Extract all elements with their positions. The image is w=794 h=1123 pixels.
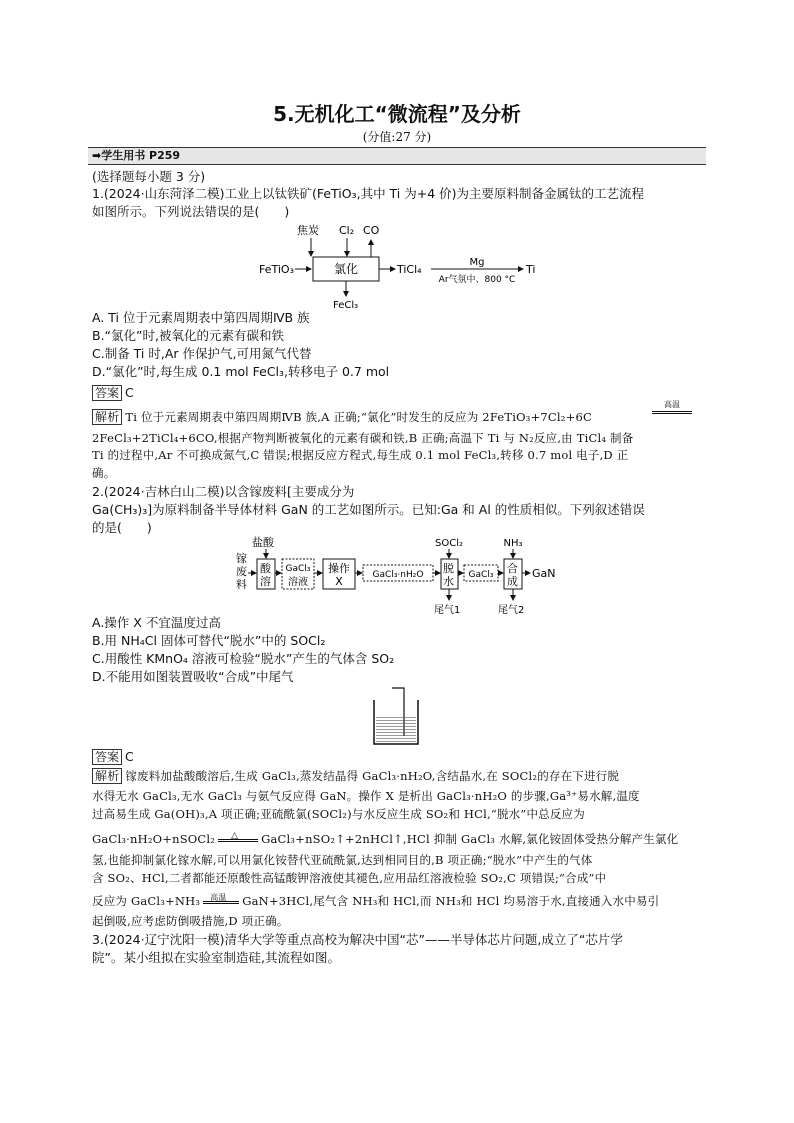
q2-answer-row xyxy=(92,748,712,765)
q2-analysis-line7: 反应为 GaCl₃+NH₃ 高温 GaN+3HCl,尾气含 NH₃和 HCl,而 NH₃和 HCl 均易溶于水,直接通入水中易引 xyxy=(92,892,660,908)
svg-text:酸: 酸 xyxy=(260,562,271,575)
q1-analysis-line3: Ti 的过程中,Ar 不可换成氮气,C 错误;根据反应方程式,每生成 0.1 mol FeCl₃,转移 0.7 mol 电子,D 正 xyxy=(92,448,629,462)
q2-tail-gas-2: 尾气2 xyxy=(498,605,525,616)
q2-analysis-line8: 起倒吸,应考虑防倒吸措施,D 项正确。 xyxy=(92,914,289,928)
svg-text:操作: 操作 xyxy=(328,562,350,575)
q2-feed-char1: 镓 xyxy=(236,552,247,565)
q1-analysis-tag: 解析 xyxy=(92,409,122,425)
q1-stem-line1: 1.(2024·山东菏泽二模)工业上以钛铁矿(FeTiO₃,其中 Ti 为+4 价)为主要原料制备金属钛的工艺流程 xyxy=(92,186,645,201)
q1-analysis-line1: 解析 Ti 位于元素周期表中第四周期ⅣB 族,A 正确;“氯化”时发生的反应为 2FeTiO₃+7Cl₂+6C xyxy=(92,409,712,426)
q2-analysis-tag: 解析 xyxy=(92,768,122,784)
section-note: (选择题每小题 3 分) xyxy=(92,169,206,184)
book-reference-bar xyxy=(88,147,706,165)
q3-stem-line1: 3.(2024·辽宁沈阳一模)清华大学等重点高校为解决中国“芯”——半导体芯片问题,成立了“芯片学 xyxy=(92,932,623,947)
q2-feed-char3: 料 xyxy=(236,578,247,591)
q2-analysis-line4: GaCl₃·nH₂O+nSOCl₂ △ GaCl₃+nSO₂↑+2nHCl↑,HCl 抑制 GaCl₃ 水解,氯化铵固体受热分解产生氯化 xyxy=(92,830,679,846)
q2-option-d[interactable]: D.不能用如图装置吸收“合成”中尾气 xyxy=(92,669,294,684)
q2-analysis-line2: 水得无水 GaCl₃,无水 GaCl₃ 与氨气反应得 GaN。操作 X 是析出 GaCl₃·nH₂O 的步骤,Ga³⁺易水解,温度 xyxy=(92,789,640,803)
q1-product-ticl4: TiCl₄ xyxy=(397,263,422,276)
q2-tail-gas-1: 尾气1 xyxy=(434,605,461,616)
q2-heat-condition: △ xyxy=(215,839,261,842)
q2-stem-line3: 的是( ) xyxy=(92,520,152,535)
svg-text:GaCl₃·nH₂O: GaCl₃·nH₂O xyxy=(372,570,424,580)
q3-stem-line2: 院”。某小组拟在实验室制造硅,其流程如图。 xyxy=(92,950,340,965)
q1-answer-tag: 答案 xyxy=(92,385,122,401)
q2-acid-reagent: 盐酸 xyxy=(252,536,274,549)
q1-answer-row xyxy=(92,384,712,401)
q2-product-gan: GaN xyxy=(532,567,556,580)
q2-stem-line1: 2.(2024·吉林白山二模)以含镓废料[主要成分为 xyxy=(92,484,355,499)
book-ref-label: ➡学生用书 P259 xyxy=(92,149,181,162)
svg-text:X: X xyxy=(335,575,343,588)
svg-text:GaCl₃: GaCl₃ xyxy=(468,570,494,580)
svg-text:溶液: 溶液 xyxy=(288,577,308,588)
q1-reagent-mg: Mg xyxy=(469,257,485,268)
q2-analysis-line6: 含 SO₂、HCl,二者都能还原酸性高锰酸钾溶液使其褪色,应用品红溶液检验 SO₂,C 项错误;“合成”中 xyxy=(92,871,607,885)
q2-answer-value: C xyxy=(125,749,134,764)
score-note: (分值:27 分) xyxy=(362,130,432,144)
q2-high-temp-condition: 高温 xyxy=(200,901,242,904)
q1-analysis-line2: 2FeCl₃+2TiCl₄+6CO,根据产物判断被氧化的元素有碳和铁,B 正确;高温下 Ti 与 N₂反应,由 TiCl₄ 制备 xyxy=(92,431,634,445)
q1-analysis-line4: 确。 xyxy=(92,466,116,480)
q1-final-ti: Ti xyxy=(526,263,536,276)
page-title: 5.无机化工“微流程”及分析 xyxy=(273,102,521,126)
q2-flow-diagram xyxy=(232,534,568,616)
q1-stem-line2: 如图所示。下列说法错误的是( ) xyxy=(92,204,290,219)
q1-option-c[interactable]: C.制备 Ti 时,Ar 作保护气,可用氮气代替 xyxy=(92,346,312,361)
q1-answer-value: C xyxy=(125,385,134,400)
svg-text:溶: 溶 xyxy=(260,575,271,588)
q1-input-coke: 焦炭 xyxy=(297,224,319,237)
q2-analysis-line3: 过高易生成 Ga(OH)₃,A 项正确;亚硫酰氯(SOCl₂)与水反应生成 SO₂和 HCl,“脱水”中总反应为 xyxy=(92,807,585,821)
beaker-water xyxy=(376,716,416,744)
gas-absorption-beaker-diagram xyxy=(372,686,428,750)
q1-byproduct: FeCl₃ xyxy=(333,300,359,311)
q2-option-c[interactable]: C.用酸性 KMnO₄ 溶液可检验“脱水”产生的气体含 SO₂ xyxy=(92,651,395,666)
q2-stem-line2: Ga(CH₃)₃]为原料制备半导体材料 GaN 的工艺如图所示。已知:Ga 和 Al 的性质相似。下列叙述错误 xyxy=(92,502,645,517)
svg-text:GaCl₃: GaCl₃ xyxy=(285,564,311,574)
q1-box-label: 氯化 xyxy=(333,262,359,276)
q1-condition: Ar气氛中、800 °C xyxy=(438,275,516,285)
q2-socl2-reagent: SOCl₂ xyxy=(435,538,463,549)
q1-high-temp-condition: 高温 xyxy=(652,399,692,414)
q1-option-d[interactable]: D.“氯化”时,每生成 0.1 mol FeCl₃,转移电子 0.7 mol xyxy=(92,364,390,379)
q1-input-cl2: Cl₂ xyxy=(339,224,355,237)
q2-analysis-line1: 解析 镓废料加盐酸酸溶后,生成 GaCl₃,蒸发结晶得 GaCl₃·nH₂O,含结晶水,在 SOCl₂的存在下进行脱 xyxy=(92,768,712,785)
q1-feed: FeTiO₃ xyxy=(259,263,294,276)
svg-text:合: 合 xyxy=(507,562,518,575)
q2-feed-char2: 废 xyxy=(236,565,247,578)
q2-option-b[interactable]: B.用 NH₄Cl 固体可替代“脱水”中的 SOCl₂ xyxy=(92,633,326,648)
q1-option-a[interactable]: A. Ti 位于元素周期表中第四周期ⅣB 族 xyxy=(92,310,310,325)
q2-answer-tag: 答案 xyxy=(92,749,122,765)
q2-analysis-line5: 氢,也能抑制氯化镓水解,可以用氯化铵替代亚硫酰氯,达到相同目的,B 项正确;“脱水”中产生的气体 xyxy=(92,853,593,867)
svg-text:脱: 脱 xyxy=(443,562,454,575)
q1-flow-diagram xyxy=(255,220,555,312)
svg-text:成: 成 xyxy=(507,575,518,588)
svg-text:水: 水 xyxy=(443,575,454,588)
q1-output-co: CO xyxy=(363,224,380,237)
q2-nh3-reagent: NH₃ xyxy=(503,538,523,549)
q2-option-a[interactable]: A.操作 X 不宜温度过高 xyxy=(92,615,221,630)
q1-option-b[interactable]: B.“氯化”时,被氧化的元素有碳和铁 xyxy=(92,328,284,343)
